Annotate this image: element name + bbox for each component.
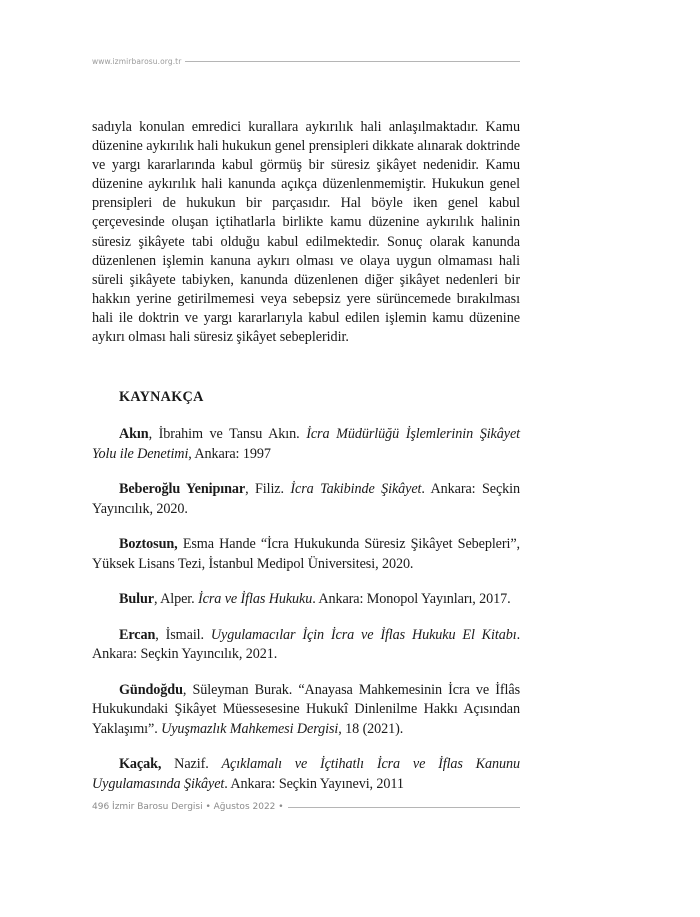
reference-item [92, 590, 520, 610]
reference-item [92, 480, 520, 519]
reference-text: Nazif. [161, 756, 222, 772]
reference-title: İcra Takibinde Şikâyet [290, 481, 422, 497]
reference-text: , Alper. [153, 591, 199, 607]
reference-author: Akın [119, 426, 149, 442]
reference-publication: , 18 (2021). [338, 720, 404, 737]
reference-author: Bulur [119, 591, 154, 607]
reference-publication: . Ankara: Seçkin Yayıncılık, 2021. [92, 626, 521, 662]
page-footer [92, 800, 520, 814]
references-heading: KAYNAKÇA [119, 389, 204, 405]
reference-item [92, 755, 520, 794]
reference-item [92, 626, 520, 665]
reference-text: , İsmail. [155, 626, 211, 643]
reference-text: , Filiz. [245, 481, 291, 497]
reference-title: Açıklamalı ve İçtihatlı İcra ve İflas Kanunu Uygulamasında Şikâyet [92, 756, 520, 792]
reference-author: Ercan [119, 626, 156, 643]
reference-title: Uygulamacılar İçin İcra ve İflas Hukuku El Kitabı [210, 626, 517, 643]
footer-text: 496 İzmir Barosu Dergisi • Ağustos 2022 • [92, 802, 284, 812]
reference-author: Gündoğdu [119, 681, 183, 698]
reference-publication: . Ankara: Seçkin Yayıncılık, 2020. [92, 481, 520, 517]
reference-publication: . Ankara: Monopol Yayınları, 2017. [312, 591, 511, 607]
references-list [92, 425, 520, 810]
reference-author: Beberoğlu Yenipınar [119, 481, 246, 497]
reference-text: Esma Hande “İcra Hukukunda Süresiz Şikâyet Sebepleri”, Yüksek Lisans Tezi, İstanbul Medipol Üniversitesi, 2020. [92, 536, 520, 572]
reference-item [92, 425, 520, 464]
body-text [92, 118, 520, 347]
reference-item [92, 535, 520, 574]
page-header [92, 54, 520, 68]
reference-text: , İbrahim ve Tansu Akın. [148, 426, 307, 442]
header-url: www.izmirbarosu.org.tr [92, 56, 182, 66]
reference-author: Boztosun, [119, 536, 178, 552]
header-rule [185, 61, 520, 62]
reference-item [92, 681, 520, 740]
reference-title: İcra ve İflas Hukuku [198, 591, 313, 607]
reference-title: Uyuşmazlık Mahkemesi Dergisi [161, 720, 339, 737]
reference-publication: . Ankara: Seçkin Yayınevi, 2011 [224, 775, 404, 792]
body-paragraph: sadıyla konulan emredici kurallara aykırılık hali anlaşılmaktadır. Kamu düzenine aykırılık hali hukukun genel prensipleri dikkate alınarak doktrinde ve yargı kararlarında kabul görmüş bir süresiz şikâyet nedenidir. Kamu düzenine aykırılık hali kanunda açıkça düzenlenmemiştir. Hukukun genel prensipleri de hukukun bir parçasıdır. Hal böyle iken genel kabul çerçevesinde oluşan içtihatlarla birlikte kamu düzenine aykırılık halinin süresiz şikâyete tabi olduğu kabul edilmektedir. Sonuç olarak kanunda düzenlenen işlemin kanuna aykırı olması ve olaya uygun olmaması hali süreli şikâyete tabiyken, kanunda düzenlenen diğer şikâyet nedenleri bir hakkın yerine getirilmemesi veya sebepsiz yere sürüncemede bırakılması hali ile doktrin ve yargı kararlarıyla kabul edilen işlemin kamu düzenine aykırı olması hali süresiz şikâyet sebepleridir. [92, 119, 520, 346]
reference-title: İcra Müdürlüğü İşlemlerinin Şikâyet Yolu ile Denetimi [92, 426, 520, 462]
reference-author: Kaçak, [119, 756, 162, 772]
reference-publication: , Ankara: 1997 [188, 445, 271, 462]
footer-rule [288, 807, 520, 808]
reference-text: , Süleyman Burak. “Anayasa Mahkemesinin İcra ve İflâs Hukukundaki Şikâyet Müessesesine Hukukî Dinlenilme Hakkı Açısından Yaklaşımı”. [92, 681, 520, 737]
